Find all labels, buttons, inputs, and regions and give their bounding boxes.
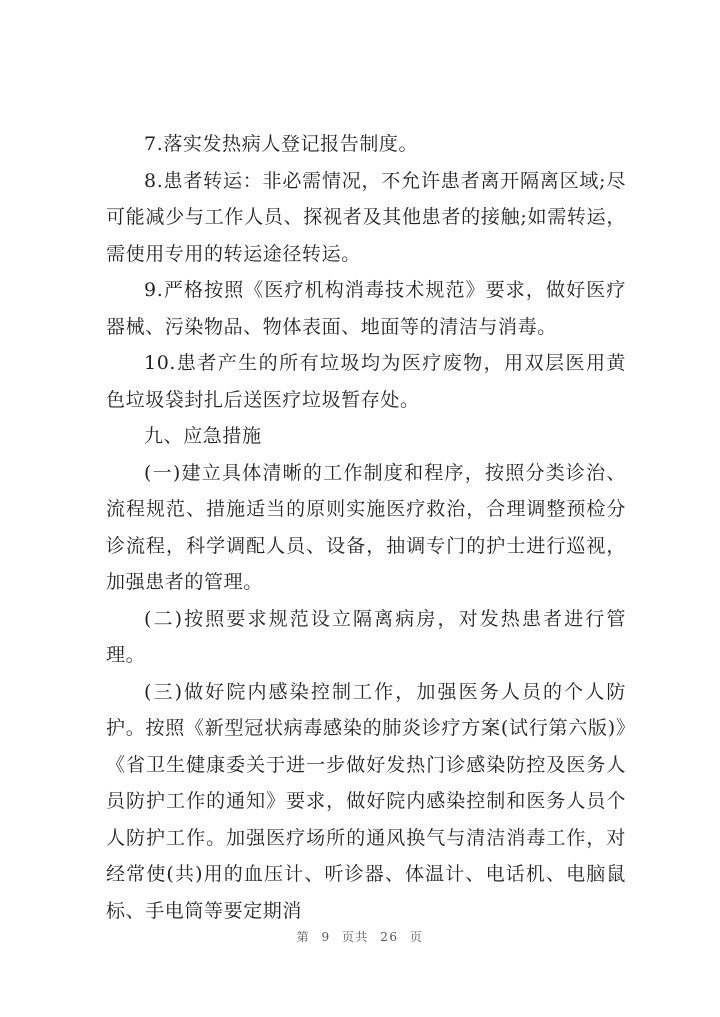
paragraph-item-7: 7.落实发热病人登记报告制度。	[144, 133, 419, 155]
footer-middle: 页共	[341, 930, 369, 944]
footer-total-pages: 26	[380, 930, 399, 944]
paragraph-item-9: 9.严格按照《医疗机构消毒技术规范》要求，做好医疗器械、污染物品、物体表面、地面等的清洁与消毒。	[106, 279, 626, 338]
document-body	[106, 126, 626, 929]
footer-page-number: 9	[321, 930, 331, 944]
section-heading-emergency-measures: 九、应急措施	[144, 425, 262, 447]
footer-prefix: 第	[296, 930, 311, 944]
paragraph-measure-2: (二)按照要求规范设立隔离病房，对发热患者进行管理。	[106, 607, 626, 666]
paragraph-item-8: 8.患者转运：非必需情况，不允许患者离开隔离区域;尽可能减少与工作人员、探视者及其他患者的接触;如需转运，需使用专用的转运途径转运。	[106, 169, 626, 265]
footer-suffix: 页	[409, 930, 424, 944]
paragraph-measure-3: (三)做好院内感染控制工作，加强医务人员的个人防护。按照《新型冠状病毒感染的肺炎诊疗方案(试行第六版)》《省卫生健康委关于进一步做好发热门诊感染防控及医务人员防护工作的通知》要求，做好院内感染控制和医务人员个人防护工作。加强医疗场所的通风换气与清洁消毒工作，对经常使(共)用的血压计、听诊器、体温计、电话机、电脑鼠标、手电筒等要定期消	[106, 680, 626, 922]
paragraph-item-10: 10.患者产生的所有垃圾均为医疗废物，用双层医用黄色垃圾袋封扎后送医疗垃圾暂存处。	[106, 352, 626, 411]
page-footer	[0, 928, 720, 945]
paragraph-measure-1: (一)建立具体清晰的工作制度和程序，按照分类诊治、流程规范、措施适当的原则实施医疗救治，合理调整预检分诊流程，科学调配人员、设备，抽调专门的护士进行巡视，加强患者的管理。	[106, 461, 626, 593]
